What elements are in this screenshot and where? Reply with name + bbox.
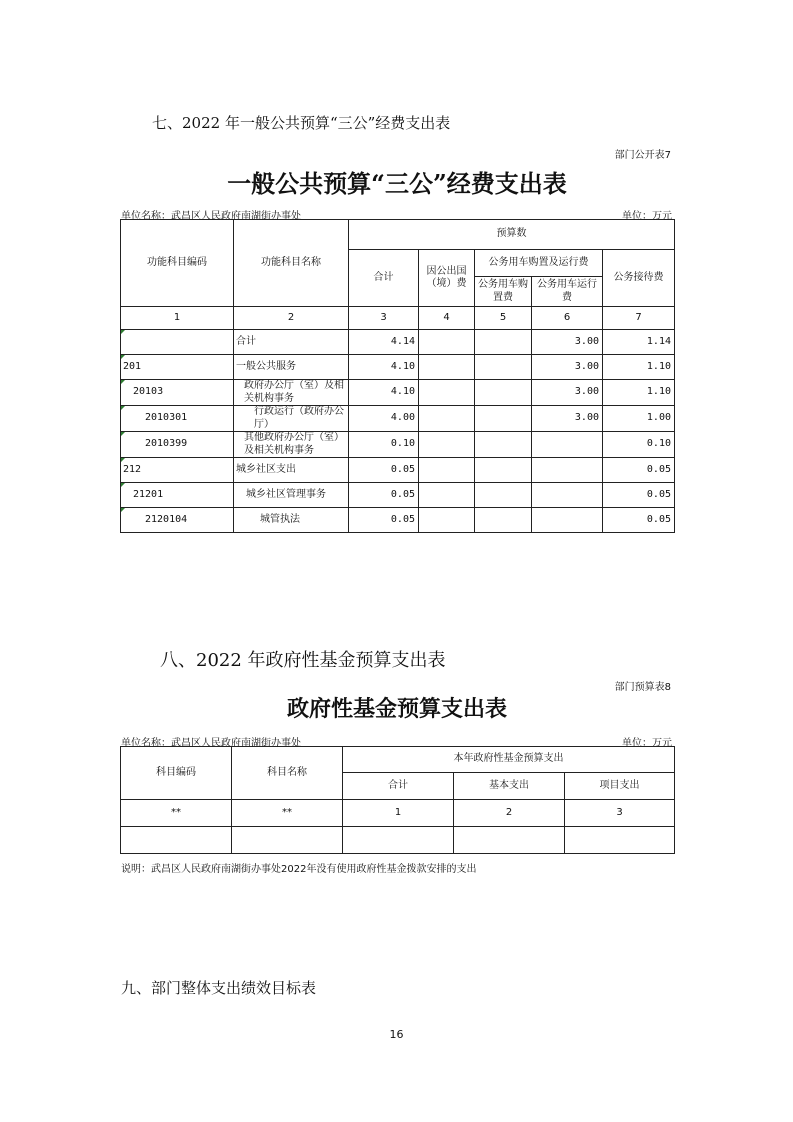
row-vehicle-run: 3.00 [532,406,603,432]
col-number: 2 [234,307,349,330]
table-row [121,380,675,406]
row-code: ** [121,800,232,827]
row-name: 一般公共服务 [234,355,349,380]
row-reception: 1.10 [603,380,675,406]
row-code: 20103 [121,380,234,406]
row-code [121,330,234,355]
table-row [121,800,675,827]
row-vehicle-buy [475,508,532,533]
row-abroad [419,483,475,508]
row-abroad [419,355,475,380]
row-reception: 1.14 [603,330,675,355]
row-total: 0.10 [349,432,419,458]
header-vehicle: 公务用车购置及运行费 [475,250,603,277]
row-total: 4.00 [349,406,419,432]
row-name: 合计 [234,330,349,355]
row-total: 0.05 [349,458,419,483]
row-abroad [419,406,475,432]
section8-title: 政府性基金预算支出表 [286,696,507,722]
table-row [121,432,675,458]
section7-title: 一般公共预算“三公”经费支出表 [227,169,567,198]
row-name: ** [232,800,343,827]
section9-heading: 九、部门整体支出绩效目标表 [121,979,317,997]
row-name: 城乡社区支出 [234,458,349,483]
table-row [121,483,675,508]
row-vehicle-buy [475,483,532,508]
row-vehicle-buy [475,458,532,483]
row-basic: 2 [454,800,565,827]
row-code: 2010399 [121,432,234,458]
header-reception: 公务接待费 [603,250,675,307]
header-abroad: 因公出国（境）费 [419,250,475,307]
row-code: 2120104 [121,508,234,533]
row-total: 4.10 [349,380,419,406]
row-vehicle-buy [475,355,532,380]
row-abroad [419,380,475,406]
section8-heading: 八、2022 年政府性基金预算支出表 [160,650,446,671]
header-name: 科目名称 [232,747,343,800]
header-budget: 预算数 [349,220,675,250]
section8-note: 说明：武昌区人民政府南湖街办事处2022年没有使用政府性基金拨款安排的支出 [121,864,477,875]
row-vehicle-run: 3.00 [532,330,603,355]
header-code: 科目编码 [121,747,232,800]
col-number: 6 [532,307,603,330]
header-vehicle-run: 公务用车运行费 [532,277,603,307]
row-reception: 0.05 [603,508,675,533]
row-code: 201 [121,355,234,380]
gov-fund-table [120,746,675,854]
section7-table-id: 部门公开表7 [614,150,671,161]
col-number: 4 [419,307,475,330]
row-name: 政府办公厅（室）及相关机构事务 [234,380,349,406]
row-vehicle-run [532,508,603,533]
table-row [121,406,675,432]
col-number: 5 [475,307,532,330]
empty-cell [565,827,675,854]
row-reception: 0.05 [603,483,675,508]
row-total: 4.10 [349,355,419,380]
col-number: 3 [349,307,419,330]
row-name: 行政运行（政府办公厅） [234,406,349,432]
empty-cell [343,827,454,854]
row-vehicle-run: 3.00 [532,355,603,380]
row-code: 212 [121,458,234,483]
header-total: 合计 [349,250,419,307]
row-abroad [419,432,475,458]
row-vehicle-buy [475,406,532,432]
row-total: 1 [343,800,454,827]
row-vehicle-buy [475,380,532,406]
row-code: 2010301 [121,406,234,432]
section8-unit: 单位：万元 [622,738,672,749]
row-project: 3 [565,800,675,827]
row-name: 城管执法 [234,508,349,533]
page-number: 16 [389,1028,404,1041]
section8-unit-name: 单位名称：武昌区人民政府南湖街办事处 [121,738,301,749]
row-vehicle-buy [475,432,532,458]
header-basic: 基本支出 [454,773,565,800]
table-row [121,330,675,355]
table-row [121,458,675,483]
table-row [121,827,675,854]
header-vehicle-buy: 公务用车购置费 [475,277,532,307]
row-reception: 0.05 [603,458,675,483]
header-total: 合计 [343,773,454,800]
empty-cell [121,827,232,854]
row-vehicle-run: 3.00 [532,380,603,406]
table-row [121,355,675,380]
row-total: 0.05 [349,483,419,508]
empty-cell [454,827,565,854]
table-row [121,508,675,533]
header-func-code: 功能科目编码 [121,220,234,307]
header-project: 项目支出 [565,773,675,800]
header-group: 本年政府性基金预算支出 [343,747,675,773]
row-abroad [419,330,475,355]
col-number: 1 [121,307,234,330]
row-abroad [419,458,475,483]
section7-heading: 七、2022 年一般公共预算“三公”经费支出表 [152,114,451,132]
row-name: 其他政府办公厅（室）及相关机构事务 [234,432,349,458]
header-func-name: 功能科目名称 [234,220,349,307]
row-total: 0.05 [349,508,419,533]
row-name: 城乡社区管理事务 [234,483,349,508]
empty-cell [232,827,343,854]
row-abroad [419,508,475,533]
row-vehicle-run [532,432,603,458]
row-total: 4.14 [349,330,419,355]
section7-unit-name: 单位名称：武昌区人民政府南湖街办事处 [121,211,301,222]
row-code: 21201 [121,483,234,508]
section7-unit: 单位：万元 [622,211,672,222]
row-reception: 1.00 [603,406,675,432]
row-reception: 1.10 [603,355,675,380]
row-vehicle-run [532,458,603,483]
row-vehicle-run [532,483,603,508]
col-number: 7 [603,307,675,330]
sanGong-table [120,219,675,533]
section8-table-id: 部门预算表8 [614,682,671,693]
row-reception: 0.10 [603,432,675,458]
row-vehicle-buy [475,330,532,355]
